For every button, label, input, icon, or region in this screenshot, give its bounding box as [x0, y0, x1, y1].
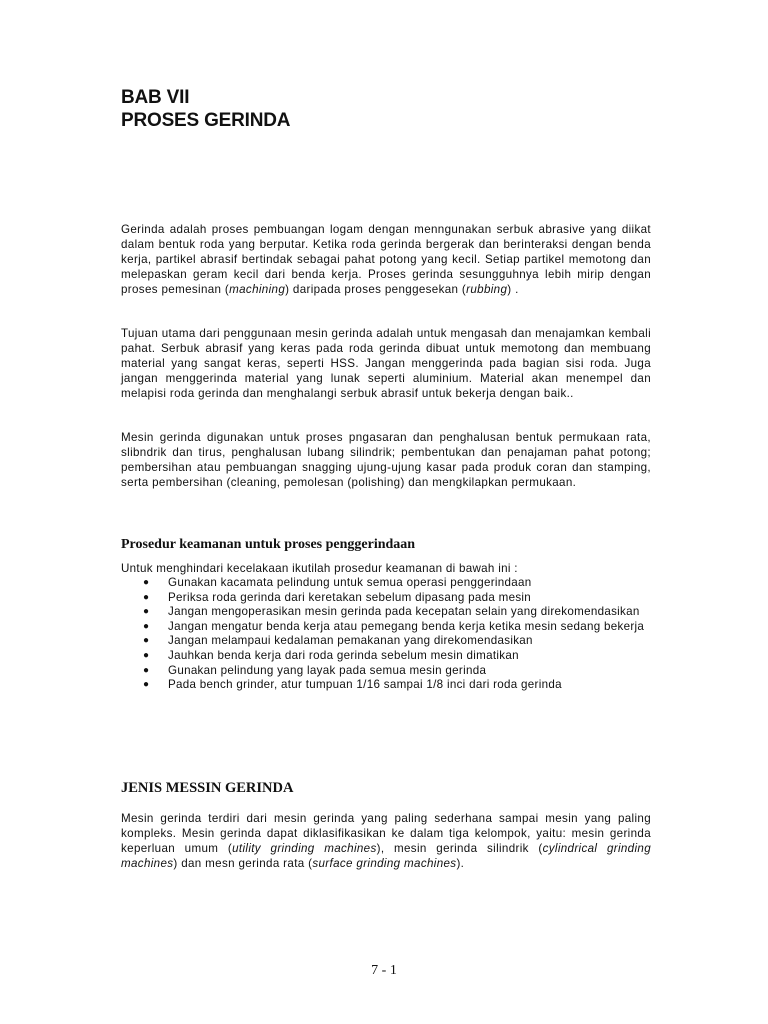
paragraph-text: ) daripada proses penggesekan (	[285, 283, 467, 296]
italic-term: machining	[229, 283, 286, 296]
list-item: ● Jauhkan benda kerja dari roda gerinda sebelum mesin dimatikan	[143, 648, 519, 662]
safety-list	[121, 576, 651, 693]
paragraph-machine-types	[121, 811, 651, 871]
list-item: ● Periksa roda gerinda dari keretakan sebelum dipasang pada mesin	[143, 590, 532, 604]
bullet-icon: ●	[143, 591, 150, 603]
bullet-icon: ●	[143, 606, 150, 618]
italic-term: rubbing	[466, 283, 508, 296]
bullet-icon: ●	[143, 664, 150, 676]
list-item: ● Pada bench grinder, atur tumpuan 1/16 sampai 1/8 inci dari roda gerinda	[143, 678, 562, 692]
bullet-icon: ●	[143, 635, 150, 647]
safety-heading: Prosedur keamanan untuk proses penggerindaan	[121, 537, 416, 552]
italic-term: cylindrical grinding machines	[121, 842, 652, 870]
bullet-icon: ●	[143, 577, 150, 588]
italic-term: utility grinding machines	[232, 842, 377, 855]
paragraph-intro	[121, 222, 651, 297]
list-item: ● Jangan melampaui kedalaman pemakanan yang direkomendasikan	[143, 634, 533, 648]
list-item: ● Gunakan pelindung yang layak pada semua mesin gerinda	[143, 663, 487, 677]
list-item: ● Jangan mengatur benda kerja atau pemegang benda kerja ketika mesin sedang bekerja	[143, 619, 645, 633]
machine-types-heading: JENIS MESSIN GERINDA	[121, 780, 294, 796]
paragraph-text: ) dan mesn gerinda rata (	[173, 857, 313, 870]
paragraph-purpose: Tujuan utama dari penggunaan mesin gerinda adalah untuk mengasah dan menajamkan kembali pahat. Serbuk abrasif yang keras pada roda gerinda dibuat untuk memotong dan membuang material yang sangat keras, seperti HSS. Jangan menggerinda pada bagian sisi roda. Juga jangan menggerinda material yang lunak seperti aluminium. Material akan menempel dan melapisi roda gerinda dan menghalangi serbuk abrasif untuk bekerja dengan baik..	[121, 327, 651, 400]
list-item: ● Gunakan kacamata pelindung untuk semua operasi penggerindaan	[143, 576, 532, 589]
list-item: ● Jangan mengoperasikan mesin gerinda pada kecepatan selain yang direkomendasikan	[143, 605, 640, 619]
paragraph-uses: Mesin gerinda digunakan untuk proses pngasaran dan penghalusan bentuk permukaan rata, slibndrik dan tirus, penghalusan lubang silindrik; pembentukan dan penajaman pahat potong; pembersihan atau pembuangan snagging ujung-ujung kasar pada produk coran dan stamping, serta pembersihan (cleaning, pemolesan (polishing) dan mengkilapkan permukaan.	[121, 431, 651, 489]
bullet-icon: ●	[143, 649, 150, 661]
bullet-icon: ●	[143, 679, 150, 691]
italic-term: surface grinding machines	[312, 857, 457, 870]
page-number: 7 - 1	[371, 963, 397, 978]
paragraph-text: ).	[456, 857, 465, 870]
chapter-number: BAB VII	[121, 87, 190, 108]
chapter-title: PROSES GERINDA	[121, 110, 291, 131]
chapter-heading	[121, 86, 290, 132]
bullet-icon: ●	[143, 620, 150, 632]
paragraph-text: Gerinda adalah proses pembuangan logam dengan menngunakan serbuk abrasive yang diikat dalam bentuk roda yang berputar. Ketika roda gerinda bergerak dan berinteraksi dengan benda kerja, partikel abrasif bertindak sebagai pahat potong yang kecil. Setiap partikel memotong dan melepaskan geram kecil dari benda kerja. Proses gerinda sesungguhnya lebih mirip dengan proses pemesinan (	[121, 223, 651, 296]
paragraph-text: ), mesin gerinda silindrik (	[376, 842, 543, 855]
paragraph-text: ) .	[507, 283, 519, 296]
paragraph-text: Mesin gerinda terdiri dari mesin gerinda yang paling sederhana sampai mesin yang paling kompleks. Mesin gerinda dapat diklasifikasikan ke dalam tiga kelompok, yaitu: mesin gerinda keperluan umum (	[121, 812, 651, 855]
safety-intro: Untuk menghindari kecelakaan ikutilah prosedur keamanan di bawah ini :	[121, 562, 518, 575]
